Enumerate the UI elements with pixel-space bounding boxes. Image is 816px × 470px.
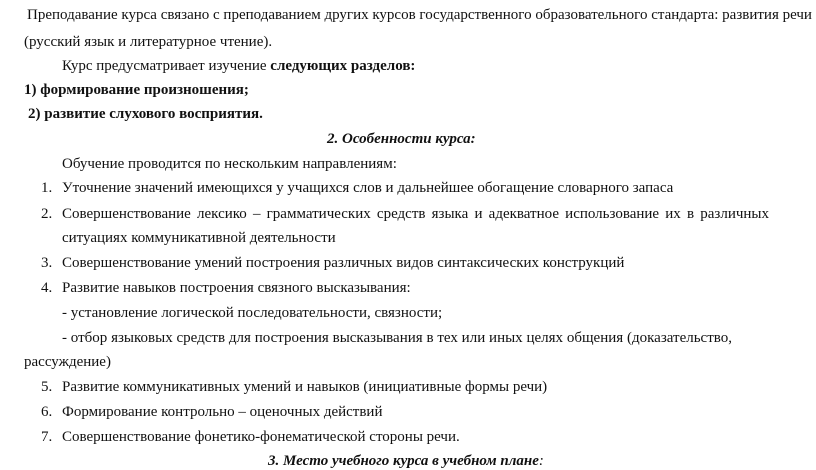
heading-3-text: 3. Место учебного курса в учебном плане (268, 453, 539, 469)
sections-intro-text: Курс предусматривает изучение (62, 58, 271, 74)
list-number-3: 3. (41, 255, 53, 271)
list-item-1: Уточнение значений имеющихся у учащихся слов и дальнейшее обогащение словарного запаса (62, 180, 674, 196)
list-number-5: 5. (41, 379, 53, 395)
list-item-2-line-1: Совершенствование лексико – грамматических средств языка и адекватное использование их в различных (62, 206, 769, 222)
list-number-4: 4. (41, 280, 53, 296)
heading-3-suffix: : (538, 453, 544, 469)
sections-intro (62, 57, 415, 75)
list-item-5: Развитие коммуникативных умений и навыков (инициативные формы речи) (62, 379, 548, 395)
list-item-2-line-2: ситуациях коммуникативной деятельности (62, 230, 336, 246)
list-item-6: Формирование контрольно – оценочных действий (62, 404, 383, 420)
sections-intro-bold: следующих разделов: (270, 58, 416, 74)
list-item-3: Совершенствование умений построения различных видов синтаксических конструкций (62, 255, 625, 271)
list-number-2: 2. (41, 206, 53, 222)
heading-3 (268, 452, 544, 470)
heading-2: 2. Особенности курса: (327, 131, 476, 147)
sub-item-2-line-2: рассуждение) (24, 354, 111, 370)
directions-intro: Обучение проводится по нескольким направлениям: (62, 156, 397, 172)
sub-item-2-line-1: - отбор языковых средств для построения высказывания в тех или иных целях общения (доказательство, (62, 330, 732, 346)
section-item-1: 1) формирование произношения; (24, 82, 249, 98)
intro-line-1: Преподавание курса связано с преподаванием других курсов государственного образовательного стандарта: развития речи (27, 7, 812, 23)
list-number-6: 6. (41, 404, 53, 420)
list-item-4: Развитие навыков построения связного высказывания: (62, 280, 411, 296)
intro-line-2: (русский язык и литературное чтение). (24, 34, 273, 50)
list-number-7: 7. (41, 429, 53, 445)
sub-item-1: - установление логической последовательности, связности; (62, 305, 443, 321)
section-item-2: 2) развитие слухового восприятия. (28, 106, 263, 122)
list-item-7: Совершенствование фонетико-фонематической стороны речи. (62, 429, 460, 445)
list-number-1: 1. (41, 180, 53, 196)
